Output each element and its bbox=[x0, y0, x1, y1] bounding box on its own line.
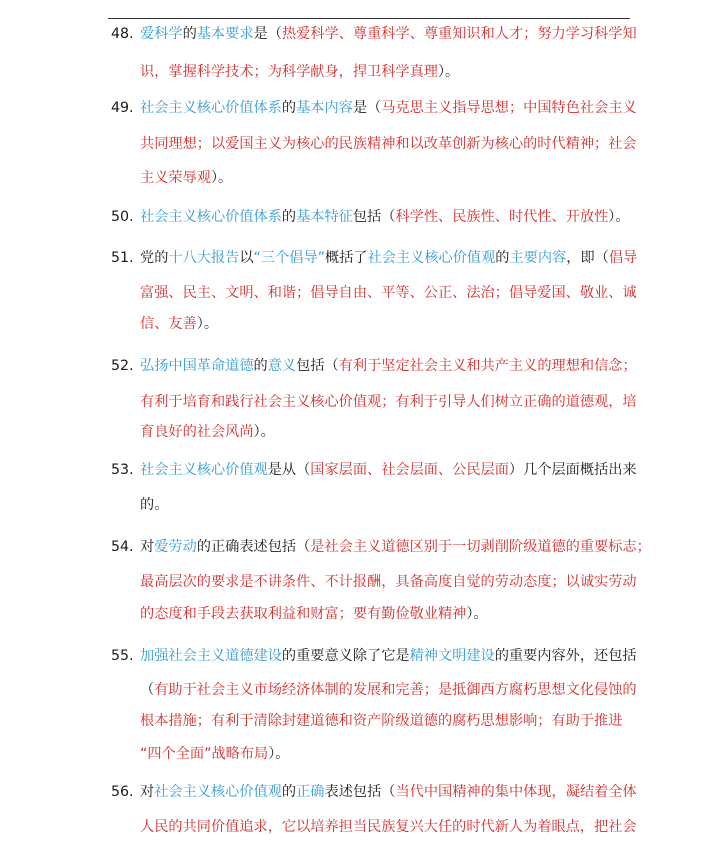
key-term: 主要内容 bbox=[509, 250, 567, 266]
item-text-line bbox=[140, 572, 637, 592]
answer-text: 有助于社会主义市场经济体制的发展和完善；是抵御西方腐朽思想文化侵蚀的 bbox=[154, 682, 637, 698]
body-text: 概括了 bbox=[325, 250, 368, 266]
answer-text: 科学性、民族性、时代性、开放性 bbox=[395, 209, 609, 225]
answer-text: 有利于坚定社会主义和共产主义的理想和信念； bbox=[338, 358, 637, 374]
body-text: 包括（ bbox=[296, 358, 339, 374]
body-text: 党的 bbox=[140, 250, 169, 266]
body-text: 的 bbox=[281, 209, 297, 225]
answer-text: 热爱科学、尊重科学、尊重知识和人才；努力学习科学知 bbox=[281, 26, 637, 42]
answer-text: 当代中国精神的集中体现，凝结着全体 bbox=[395, 784, 637, 800]
body-text: ）。 bbox=[196, 316, 219, 332]
body-text: （ bbox=[140, 682, 155, 698]
item-text-line bbox=[140, 537, 651, 557]
key-term: 社会主义核心价值观 bbox=[154, 784, 282, 800]
key-term: 社会主义核心价值观 bbox=[367, 250, 496, 266]
body-text: 的 bbox=[495, 250, 510, 266]
body-text: ，即（ bbox=[566, 250, 609, 266]
item-text-line bbox=[140, 711, 622, 731]
answer-text: “四个全面”战略布局 bbox=[140, 746, 269, 762]
key-term: 社会主义核心价值体系 bbox=[140, 100, 282, 116]
answer-text: 最高层次的要求是不讲条件、不计报酬，具备高度自觉的劳动态度；以诚实劳动 bbox=[140, 574, 637, 590]
key-term: 基本内容 bbox=[296, 100, 353, 116]
answer-text: 育良好的社会风尚 bbox=[140, 424, 254, 440]
item-text-line bbox=[140, 283, 637, 303]
item-text-line bbox=[140, 134, 637, 154]
item-number: 55. bbox=[111, 648, 134, 664]
body-text: 对 bbox=[140, 784, 155, 800]
answer-text: 富强、民主、文明、和谐；倡导自由、平等、公正、法治；倡导爱国、敬业、诚 bbox=[140, 285, 637, 301]
item-text-line bbox=[140, 680, 637, 700]
item-text-line bbox=[140, 460, 637, 480]
answer-text: 马克思主义指导思想；中国特色社会主义 bbox=[381, 100, 637, 116]
item-text-line bbox=[140, 744, 289, 764]
answer-text: 国家层面、社会层面、公民层面 bbox=[310, 462, 509, 478]
item-number: 52. bbox=[111, 358, 134, 374]
key-term: 意义 bbox=[267, 358, 297, 374]
key-term: 基本要求 bbox=[196, 26, 254, 42]
body-text: 的重要意义除了它是 bbox=[281, 648, 410, 664]
answer-text: 主义荣辱观 bbox=[140, 170, 211, 186]
item-number: 51. bbox=[111, 250, 134, 266]
key-term: 弘扬中国革命道德 bbox=[140, 358, 254, 374]
item-text-line bbox=[140, 62, 459, 82]
key-term: 正确 bbox=[296, 784, 325, 800]
key-term: 社会主义核心价值体系 bbox=[140, 209, 282, 225]
answer-text: 有利于培育和践行社会主义核心价值观；有利于引导人们树立正确的道德观，培 bbox=[140, 394, 637, 410]
item-number: 50. bbox=[111, 209, 134, 225]
item-text-line bbox=[140, 604, 488, 624]
body-text: ）。 bbox=[268, 746, 290, 762]
body-text: 是（ bbox=[253, 26, 282, 42]
body-text: 是（ bbox=[352, 100, 382, 116]
key-term: 爱科学 bbox=[140, 26, 183, 42]
answer-text: 识，掌握科学技术；为科学献身，捍卫科学真理 bbox=[140, 64, 438, 80]
body-text: 的正确表述包括（ bbox=[196, 539, 311, 555]
answer-text: 人民的共同价值追求，它以培养担当民族复兴大任的时代新人为着眼点，把社会 bbox=[140, 819, 637, 835]
key-term: 十八大报告 bbox=[168, 250, 240, 266]
body-text: 包括（ bbox=[352, 209, 396, 225]
answer-text: 共同理想；以爱国主义为核心的民族精神和以改革创新为核心的时代精神；社会 bbox=[140, 136, 637, 152]
answer-text: 倡导 bbox=[608, 250, 638, 266]
item-text-line bbox=[140, 98, 637, 118]
key-term: 基本特征 bbox=[296, 209, 353, 225]
body-text: 的 bbox=[253, 358, 268, 374]
item-text-line bbox=[140, 314, 218, 334]
item-text-line bbox=[140, 782, 637, 802]
body-text: ）。 bbox=[210, 170, 233, 186]
key-term: 精神文明建设 bbox=[409, 648, 495, 664]
key-term: 加强社会主义道德建设 bbox=[140, 648, 282, 664]
item-text-line bbox=[140, 356, 637, 376]
item-number: 53. bbox=[111, 462, 134, 478]
item-number: 54. bbox=[111, 539, 134, 555]
answer-text: 根本措施；有利于清除封建道德和资产阶级道德的腐朽思想影响；有助于推进 bbox=[140, 713, 623, 729]
item-text-line bbox=[140, 422, 275, 442]
body-text: ）。 bbox=[253, 424, 275, 440]
item-text-line bbox=[140, 392, 637, 412]
body-text: 的 bbox=[182, 26, 197, 42]
item-text-line bbox=[140, 817, 637, 837]
body-text: 的重要内容外，还包括 bbox=[494, 648, 637, 664]
top-rule bbox=[108, 18, 630, 19]
body-text: ）。 bbox=[466, 606, 488, 622]
key-term: 社会主义核心价值观 bbox=[140, 462, 268, 478]
body-text: 的。 bbox=[140, 497, 169, 513]
item-number: 56. bbox=[111, 784, 134, 800]
item-text-line bbox=[140, 207, 630, 227]
item-number: 48. bbox=[111, 26, 134, 42]
item-text-line bbox=[140, 248, 637, 268]
answer-text: 是社会主义道德区别于一切剥削阶级道德的重要标志； bbox=[310, 539, 651, 555]
body-text: ）。 bbox=[437, 64, 460, 80]
key-term: “三个倡导” bbox=[253, 250, 325, 266]
body-text: 对 bbox=[140, 539, 155, 555]
body-text: 是从（ bbox=[267, 462, 311, 478]
answer-text: 信、友善 bbox=[140, 316, 197, 332]
body-text: 表述包括（ bbox=[324, 784, 396, 800]
item-text-line bbox=[140, 168, 232, 188]
answer-text: 的态度和手段去获取利益和财富；要有勤俭敬业精神 bbox=[140, 606, 467, 622]
item-text-line bbox=[140, 24, 637, 44]
item-number: 49. bbox=[111, 100, 134, 116]
body-text: ）几个层面概括出来 bbox=[508, 462, 637, 478]
body-text: 以 bbox=[239, 250, 254, 266]
item-text-line bbox=[140, 495, 168, 515]
key-term: 爱劳动 bbox=[154, 539, 197, 555]
body-text: 的 bbox=[281, 100, 297, 116]
body-text: ）。 bbox=[608, 209, 630, 225]
body-text: 的 bbox=[281, 784, 297, 800]
item-text-line bbox=[140, 646, 637, 666]
